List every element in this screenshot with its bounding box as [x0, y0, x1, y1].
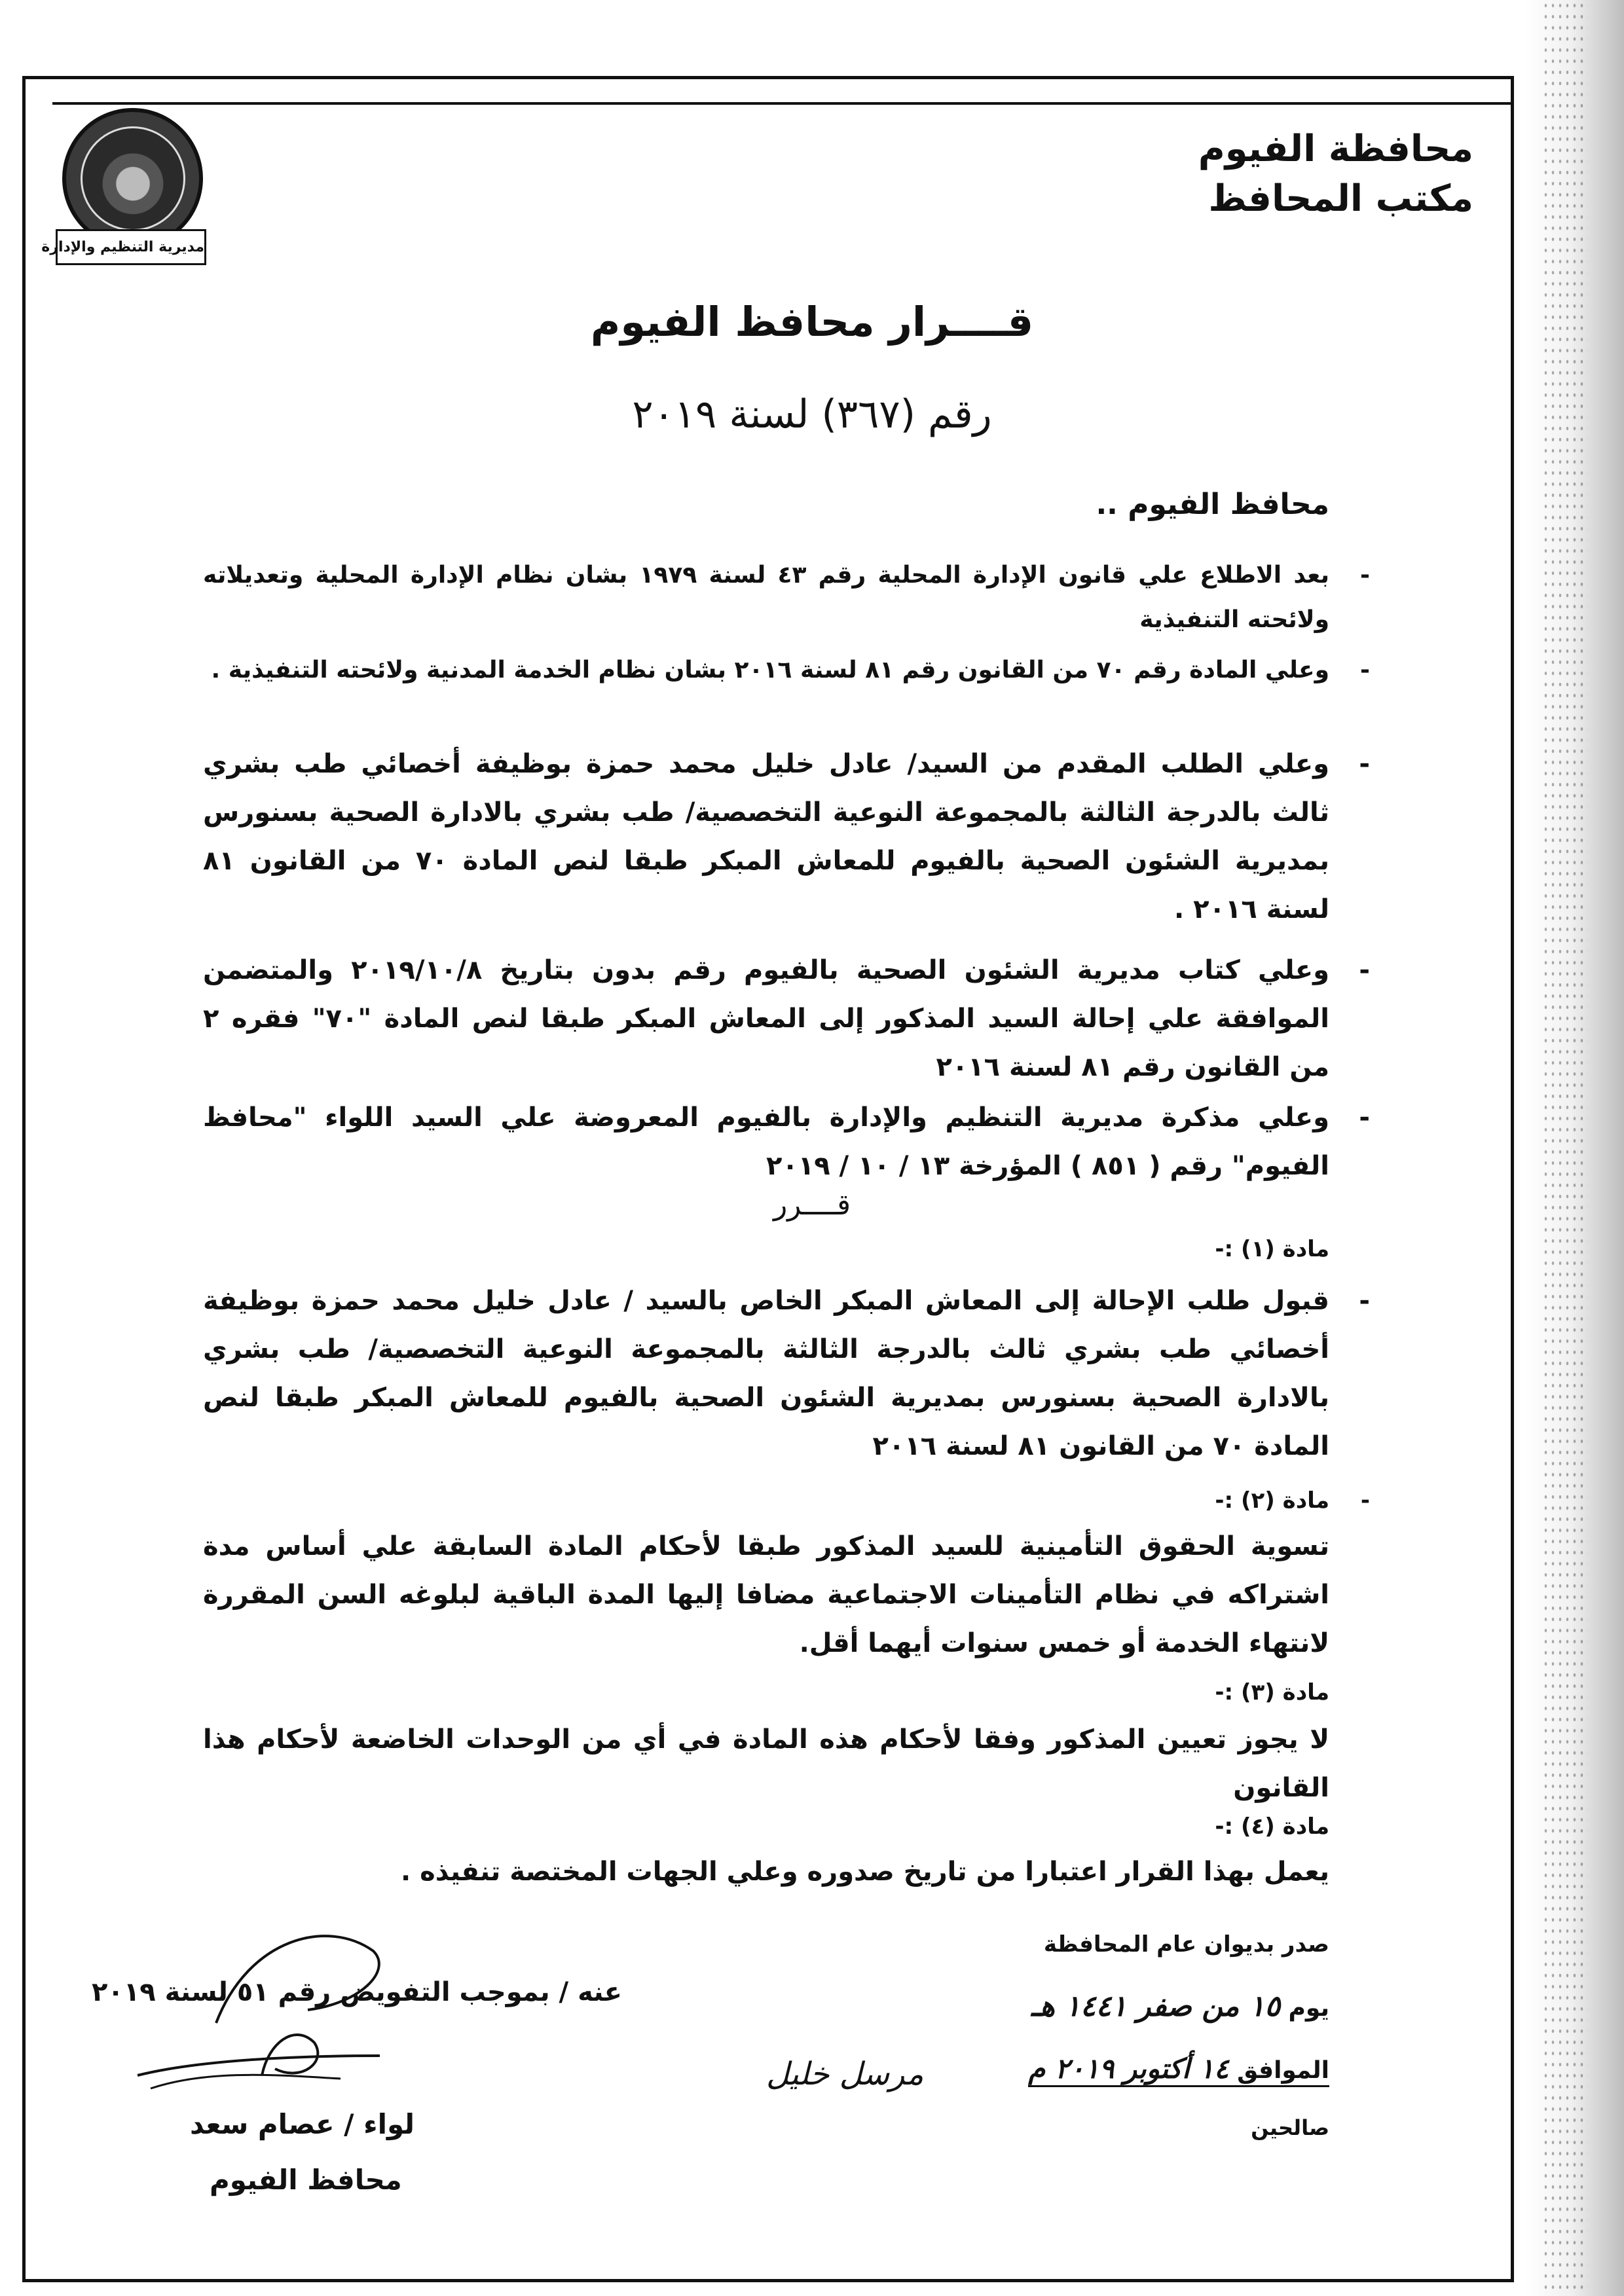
seal-label: مديرية التنظيم والإدارة [56, 229, 206, 265]
preamble-item [203, 648, 1370, 693]
article-heading: مادة (٣) :- [1215, 1679, 1329, 1705]
bullet-dash: - [1359, 749, 1370, 779]
article-heading-text: مادة (٢) :- [1215, 1487, 1329, 1514]
delegation-stamp: عنه / بموجب التفويض رقم ٥١ لسنة ٢٠١٩ [92, 1977, 622, 2007]
preamble-text: وعلي كتاب مديرية الشئون الصحية بالفيوم رقم بدون بتاريخ ٢٠١٩/١٠/٨ والمتضمن الموافقة علي إحالة السيد المذكور إلى المعاش المبكر طبقا لنص المادة "٧٠" فقره ٢ من القانون رقم ٨١ لسنة ٢٠١٦ [203, 955, 1330, 1082]
date-underline [1028, 2085, 1329, 2087]
office-name: مكتب المحافظ [1208, 177, 1473, 220]
seal-emblem-icon [81, 126, 185, 231]
preamble-text: وعلي الطلب المقدم من السيد/ عادل خليل محمد حمزة بوظيفة أخصائي طب بشري ثالث بالدرجة الثالثة بالمجموعة النوعية التخصصية/ طب بشري بالادارة الصحية بسنورس بمديرية الشئون الصحية بالفيوم للمعاش المبكر طبقا لنص المادة ٧٠ من القانون ٨١ لسنة ٢٠١٦ . [203, 749, 1329, 924]
governorate-name: محافظة الفيوم [1198, 128, 1473, 170]
issued-at: صدر بديوان عام المحافظة [1043, 1931, 1329, 1958]
preamble-text: وعلي المادة رقم ٧٠ من القانون رقم ٨١ لسنة ٢٠١٦ بشان نظام الخدمة المدنية ولائحته التنفيذية . [211, 657, 1329, 683]
governorate-seal [62, 108, 203, 249]
article-heading: مادة (٤) :- [1215, 1813, 1329, 1840]
corresponding-label: الموافق [1237, 2057, 1329, 2084]
preamble-item [203, 740, 1370, 934]
article-body: قبول طلب الإحالة إلى المعاش المبكر الخاص بالسيد / عادل خليل محمد حمزة بوظيفة أخصائي طب بشري ثالث بالدرجة الثالثة بالمجموعة النوعية التخصصية/ طب بشري بالادارة الصحية بسنورس بمديرية الشئون الصحية بالفيوم للمعاش المبكر طبقا لنص المادة ٧٠ من القانون ٨١ لسنة ٢٠١٦ [203, 1286, 1329, 1461]
article-heading: مادة (١) :- [1215, 1236, 1329, 1262]
hijri-date [1031, 1990, 1329, 2025]
preamble-item [203, 553, 1370, 642]
bullet-dash: - [1359, 1286, 1370, 1316]
bullet-dash: - [1360, 562, 1370, 589]
gregorian-date-handwritten: ١٤ أكتوبر ٢٠١٩ م [1028, 2052, 1229, 2085]
preamble-text: وعلي مذكرة مديرية التنظيم والإدارة بالفيوم المعروضة علي السيد اللواء "محافظ الفيوم" رقم ( ٨٥١ ) المؤرخة ١٣ / ١٠ / ٢٠١٩ [203, 1102, 1329, 1181]
preamble-item [203, 1093, 1370, 1190]
bullet-dash: - [1359, 955, 1370, 985]
article-heading [1215, 1487, 1370, 1514]
article-text: يعمل بهذا القرار اعتبارا من تاريخ صدوره وعلي الجهات المختصة تنفيذه . [401, 1857, 1329, 1887]
header-rule [52, 102, 1514, 105]
bullet-dash: - [1360, 657, 1370, 683]
article-text: لا يجوز تعيين المذكور وفقا لأحكام هذه المادة في أي من الوحدات الخاضعة لأحكام هذا القانون [203, 1724, 1329, 1803]
handwritten-initials: مرسل خليل [766, 2056, 924, 2092]
letterhead [1080, 124, 1473, 224]
decision-title: قــــرار محافظ الفيوم [590, 298, 1034, 346]
day-label: يوم [1288, 1995, 1329, 2022]
hijri-date-handwritten: ١٥ من صفر ١٤٤١ هـ [1031, 1990, 1280, 2023]
gregorian-date [1028, 2052, 1329, 2087]
signatory-title: محافظ الفيوم [210, 2164, 402, 2196]
governor-heading: محافظ الفيوم .. [1096, 488, 1329, 521]
signatory-name: لواء / عصام سعد [190, 2108, 415, 2140]
preamble-text: بعد الاطلاع علي قانون الإدارة المحلية رقم ٤٣ لسنة ١٩٧٩ بشان نظام الإدارة المحلية وتعديلاته ولائحته التنفيذية [203, 562, 1329, 633]
article-text: تسوية الحقوق التأمينية للسيد المذكور طبقا لأحكام المادة السابقة علي أساس مدة اشتراكه في نظام التأمينات الاجتماعية مضافا إليها المدة الباقية لبلوغه السن المقررة لانتهاء الخدمة أو خمس سنوات أيهما أقل. [203, 1531, 1329, 1658]
article-text [203, 1277, 1370, 1470]
bullet-dash: - [1360, 1487, 1370, 1514]
preamble-item [203, 946, 1370, 1091]
closing-word: صالحين [1251, 2115, 1329, 2140]
decision-number: رقم (٣٦٧) لسنة ٢٠١٩ [632, 392, 992, 437]
handwritten-signature [111, 1912, 452, 2108]
bullet-dash: - [1359, 1102, 1370, 1133]
decides-heading: قــــرر [773, 1188, 851, 1222]
